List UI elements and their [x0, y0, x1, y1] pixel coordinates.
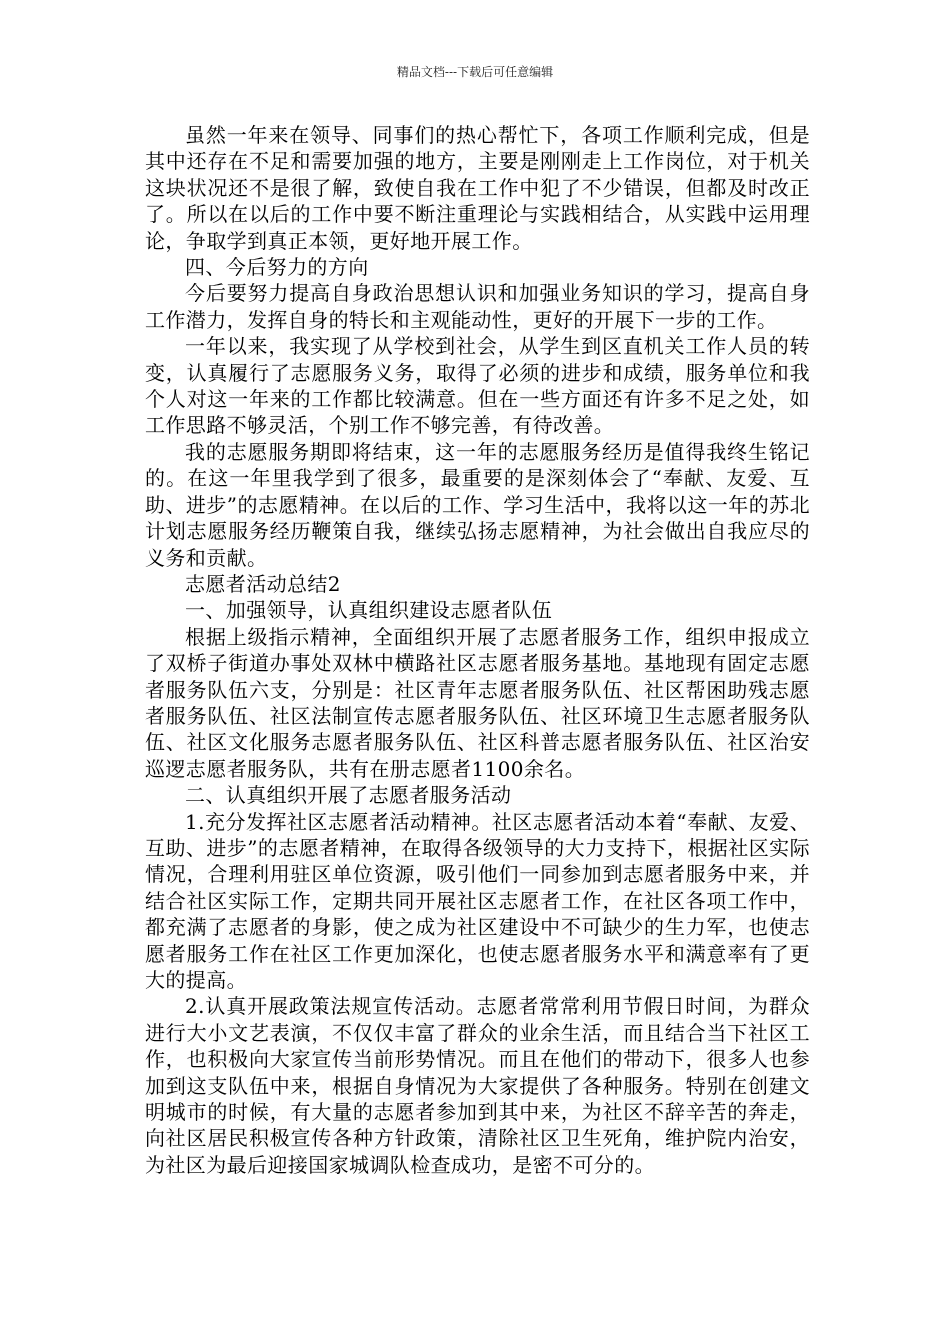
paragraph-future-goals: 今后要努力提高自身政治思想认识和加强业务知识的学习，提高自身工作潜力，发挥自身的特长和主观能动性，更好的开展下一步的工作。	[145, 281, 810, 332]
paragraph-service-ending: 我的志愿服务期即将结束，这一年的志愿服务经历是值得我终生铭记的。在这一年里我学到了很多，最重要的是深刻体会了“奉献、友爱、互助、进步”的志愿精神。在以后的工作、学习生活中，我将以这一年的苏北计划志愿服务经历鞭策自我，继续弘扬志愿精神，为社会做出自我应尽的义务和贡献。	[145, 439, 810, 570]
page-header: 精品文档---下载后可任意编辑	[396, 65, 554, 79]
paragraph-item-two: 2.认真开展政策法规宣传活动。志愿者常常利用节假日时间，为群众进行大小文艺表演，不仅仅丰富了群众的业余生活，而且结合当下社区工作，也积极向大家宣传当前形势情况。而且在他们的带动下，很多人也参加到这支队伍中来，根据自身情况为大家提供了各种服务。特别在创建文明城市的时候，有大量的志愿者参加到其中来，为社区不辞辛苦的奔走，向社区居民积极宣传各种方针政策，清除社区卫生死角，维护院内治安，为社区为最后迎接国家城调队检查成功，是密不可分的。	[145, 994, 810, 1177]
paragraph-work-reflection: 虽然一年来在领导、同事们的热心帮忙下，各项工作顺利完成，但是其中还存在不足和需要加强的地方，主要是刚刚走上工作岗位，对于机关这块状况还不是很了解，致使自我在工作中犯了不少错误，但都及时改正了。所以在以后的工作中要不断注重理论与实践相结合，从实践中运用理论，争取学到真正本领，更好地开展工作。	[145, 123, 810, 253]
paragraph-year-summary: 一年以来，我实现了从学校到社会，从学生到区直机关工作人员的转变，认真履行了志愿服务义务，取得了必须的进步和成绩，服务单位和我个人对这一年来的工作都比较满意。但在一些方面还有许多不足之处，如工作思路不够灵活，个别工作不够完善，有待改善。	[145, 334, 810, 438]
heading-section-one: 一、加强领导，认真组织建设志愿者队伍	[185, 598, 553, 623]
heading-summary-2: 志愿者活动总结2	[185, 571, 341, 596]
document-body	[145, 122, 810, 1178]
paragraph-volunteer-teams: 根据上级指示精神，全面组织开展了志愿者服务工作，组织申报成立了双桥子街道办事处双林中横路社区志愿者服务基地。基地现有固定志愿者服务队伍六支，分别是：社区青年志愿者服务队伍、社区帮困助残志愿者服务队伍、社区法制宣传志愿者服务队伍、社区环境卫生志愿者服务队伍、社区文化服务志愿者服务队伍、社区科普志愿者服务队伍、社区治安巡逻志愿者服务队，共有在册志愿者1100余名。	[145, 624, 810, 781]
heading-section-two: 二、认真组织开展了志愿者服务活动	[185, 783, 512, 808]
paragraph-item-one: 1.充分发挥社区志愿者活动精神。社区志愿者活动本着“奉献、友爱、互助、进步”的志愿者精神，在取得各级领导的大力支持下，根据社区实际情况，合理利用驻区单位资源，吸引他们一同参加到志愿者服务中来，并结合社区实际工作，定期共同开展社区志愿者工作，在社区各项工作中，都充满了志愿者的身影，使之成为社区建设中不可缺少的生力军，也使志愿者服务工作在社区工作更加深化，也使志愿者服务水平和满意率有了更大的提高。	[145, 809, 810, 992]
heading-future-direction: 四、今后努力的方向	[185, 255, 369, 280]
